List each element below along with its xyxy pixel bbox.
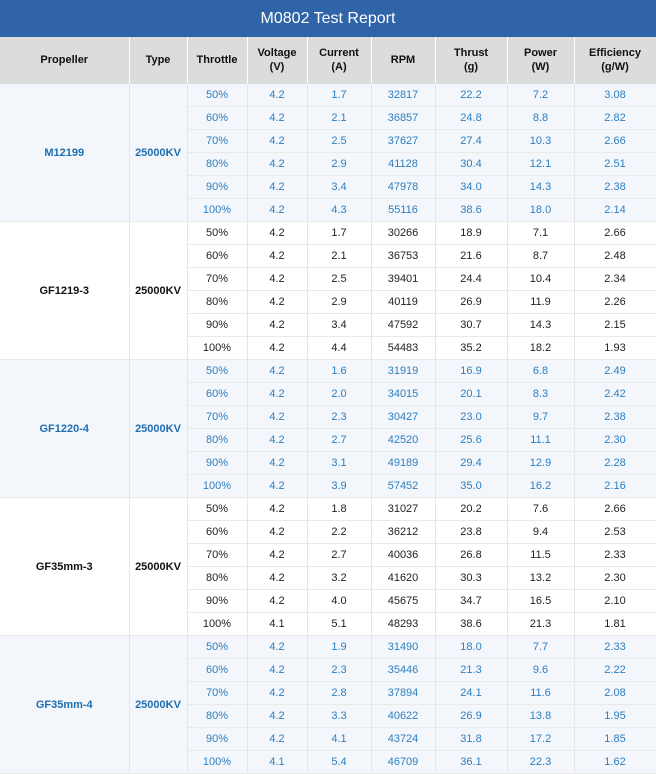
rpm-cell: 48293 (371, 613, 435, 636)
throttle-cell: 90% (187, 176, 247, 199)
thrust-cell: 35.0 (435, 475, 507, 498)
throttle-cell: 50% (187, 636, 247, 659)
table-row (0, 222, 656, 245)
efficiency-cell: 2.42 (574, 383, 656, 406)
rpm-cell: 40036 (371, 544, 435, 567)
current-cell: 4.3 (307, 199, 371, 222)
rpm-cell: 34015 (371, 383, 435, 406)
efficiency-cell: 2.28 (574, 452, 656, 475)
type-cell: 25000KV (129, 84, 187, 222)
rpm-cell: 30266 (371, 222, 435, 245)
power-cell: 7.7 (507, 636, 574, 659)
thrust-cell: 34.0 (435, 176, 507, 199)
rpm-cell: 31027 (371, 498, 435, 521)
power-cell: 18.2 (507, 337, 574, 360)
throttle-cell: 70% (187, 682, 247, 705)
column-header-voltage: Voltage (V) (247, 37, 307, 84)
efficiency-cell: 1.62 (574, 751, 656, 774)
rpm-cell: 30427 (371, 406, 435, 429)
rpm-cell: 37894 (371, 682, 435, 705)
throttle-cell: 100% (187, 613, 247, 636)
rpm-cell: 42520 (371, 429, 435, 452)
power-cell: 12.1 (507, 153, 574, 176)
voltage-cell: 4.2 (247, 567, 307, 590)
power-cell: 8.3 (507, 383, 574, 406)
efficiency-cell: 2.10 (574, 590, 656, 613)
table-row (0, 360, 656, 383)
rpm-cell: 31490 (371, 636, 435, 659)
power-cell: 10.4 (507, 268, 574, 291)
efficiency-cell: 2.22 (574, 659, 656, 682)
current-cell: 3.1 (307, 452, 371, 475)
thrust-cell: 20.2 (435, 498, 507, 521)
efficiency-cell: 1.85 (574, 728, 656, 751)
voltage-cell: 4.2 (247, 314, 307, 337)
power-cell: 14.3 (507, 176, 574, 199)
current-cell: 4.4 (307, 337, 371, 360)
rpm-cell: 31919 (371, 360, 435, 383)
current-cell: 4.1 (307, 728, 371, 751)
voltage-cell: 4.2 (247, 222, 307, 245)
power-cell: 8.8 (507, 107, 574, 130)
throttle-cell: 90% (187, 590, 247, 613)
column-header-throttle: Throttle (187, 37, 247, 84)
table-row (0, 636, 656, 659)
efficiency-cell: 2.82 (574, 107, 656, 130)
current-cell: 2.9 (307, 153, 371, 176)
rpm-cell: 54483 (371, 337, 435, 360)
current-cell: 3.2 (307, 567, 371, 590)
type-cell: 25000KV (129, 360, 187, 498)
power-cell: 10.3 (507, 130, 574, 153)
throttle-cell: 70% (187, 130, 247, 153)
power-cell: 21.3 (507, 613, 574, 636)
throttle-cell: 50% (187, 222, 247, 245)
rpm-cell: 40622 (371, 705, 435, 728)
current-cell: 2.0 (307, 383, 371, 406)
voltage-cell: 4.2 (247, 452, 307, 475)
power-cell: 11.5 (507, 544, 574, 567)
rpm-cell: 49189 (371, 452, 435, 475)
current-cell: 2.8 (307, 682, 371, 705)
propeller-cell: GF1220-4 (0, 360, 129, 498)
current-cell: 2.7 (307, 544, 371, 567)
throttle-cell: 90% (187, 314, 247, 337)
propeller-cell: GF35mm-4 (0, 636, 129, 774)
rpm-cell: 41128 (371, 153, 435, 176)
throttle-cell: 70% (187, 406, 247, 429)
power-cell: 14.3 (507, 314, 574, 337)
current-cell: 5.4 (307, 751, 371, 774)
throttle-cell: 80% (187, 153, 247, 176)
rpm-cell: 47592 (371, 314, 435, 337)
current-cell: 1.7 (307, 222, 371, 245)
throttle-cell: 100% (187, 475, 247, 498)
throttle-cell: 50% (187, 360, 247, 383)
efficiency-cell: 2.33 (574, 636, 656, 659)
thrust-cell: 30.4 (435, 153, 507, 176)
column-header-thrust: Thrust (g) (435, 37, 507, 84)
voltage-cell: 4.2 (247, 475, 307, 498)
efficiency-cell: 2.66 (574, 130, 656, 153)
throttle-cell: 90% (187, 728, 247, 751)
voltage-cell: 4.2 (247, 383, 307, 406)
thrust-cell: 18.0 (435, 636, 507, 659)
efficiency-cell: 2.34 (574, 268, 656, 291)
voltage-cell: 4.2 (247, 291, 307, 314)
voltage-cell: 4.2 (247, 406, 307, 429)
power-cell: 11.1 (507, 429, 574, 452)
voltage-cell: 4.2 (247, 268, 307, 291)
thrust-cell: 20.1 (435, 383, 507, 406)
efficiency-cell: 2.26 (574, 291, 656, 314)
rpm-cell: 39401 (371, 268, 435, 291)
header-row (0, 37, 656, 84)
rpm-cell: 45675 (371, 590, 435, 613)
throttle-cell: 90% (187, 452, 247, 475)
power-cell: 11.6 (507, 682, 574, 705)
voltage-cell: 4.2 (247, 429, 307, 452)
table-row (0, 84, 656, 107)
column-header-efficiency: Efficiency (g/W) (574, 37, 656, 84)
efficiency-cell: 1.95 (574, 705, 656, 728)
voltage-cell: 4.2 (247, 728, 307, 751)
thrust-cell: 26.9 (435, 291, 507, 314)
thrust-cell: 38.6 (435, 613, 507, 636)
voltage-cell: 4.2 (247, 153, 307, 176)
efficiency-cell: 2.53 (574, 521, 656, 544)
rpm-cell: 41620 (371, 567, 435, 590)
rpm-cell: 37627 (371, 130, 435, 153)
column-header-propeller: Propeller (0, 37, 129, 84)
current-cell: 1.6 (307, 360, 371, 383)
test-report-table (0, 37, 656, 774)
throttle-cell: 80% (187, 429, 247, 452)
thrust-cell: 30.7 (435, 314, 507, 337)
efficiency-cell: 2.30 (574, 567, 656, 590)
power-cell: 18.0 (507, 199, 574, 222)
power-cell: 16.5 (507, 590, 574, 613)
efficiency-cell: 2.33 (574, 544, 656, 567)
current-cell: 1.8 (307, 498, 371, 521)
column-header-power: Power (W) (507, 37, 574, 84)
thrust-cell: 27.4 (435, 130, 507, 153)
power-cell: 9.7 (507, 406, 574, 429)
thrust-cell: 24.1 (435, 682, 507, 705)
rpm-cell: 43724 (371, 728, 435, 751)
thrust-cell: 24.8 (435, 107, 507, 130)
throttle-cell: 60% (187, 245, 247, 268)
thrust-cell: 30.3 (435, 567, 507, 590)
thrust-cell: 38.6 (435, 199, 507, 222)
thrust-cell: 21.6 (435, 245, 507, 268)
column-header-type: Type (129, 37, 187, 84)
voltage-cell: 4.2 (247, 199, 307, 222)
thrust-cell: 26.9 (435, 705, 507, 728)
column-header-rpm: RPM (371, 37, 435, 84)
voltage-cell: 4.2 (247, 84, 307, 107)
efficiency-cell: 2.08 (574, 682, 656, 705)
throttle-cell: 60% (187, 383, 247, 406)
voltage-cell: 4.2 (247, 682, 307, 705)
propeller-cell: M12199 (0, 84, 129, 222)
table-body (0, 84, 656, 774)
current-cell: 1.9 (307, 636, 371, 659)
current-cell: 3.9 (307, 475, 371, 498)
efficiency-cell: 2.66 (574, 222, 656, 245)
efficiency-cell: 2.38 (574, 176, 656, 199)
power-cell: 12.9 (507, 452, 574, 475)
current-cell: 2.5 (307, 130, 371, 153)
voltage-cell: 4.2 (247, 521, 307, 544)
efficiency-cell: 2.49 (574, 360, 656, 383)
current-cell: 1.7 (307, 84, 371, 107)
current-cell: 2.1 (307, 107, 371, 130)
current-cell: 2.9 (307, 291, 371, 314)
voltage-cell: 4.2 (247, 636, 307, 659)
thrust-cell: 36.1 (435, 751, 507, 774)
throttle-cell: 80% (187, 291, 247, 314)
efficiency-cell: 2.16 (574, 475, 656, 498)
current-cell: 3.3 (307, 705, 371, 728)
efficiency-cell: 2.14 (574, 199, 656, 222)
propeller-cell: GF35mm-3 (0, 498, 129, 636)
thrust-cell: 29.4 (435, 452, 507, 475)
rpm-cell: 36857 (371, 107, 435, 130)
thrust-cell: 24.4 (435, 268, 507, 291)
power-cell: 17.2 (507, 728, 574, 751)
current-cell: 3.4 (307, 314, 371, 337)
rpm-cell: 55116 (371, 199, 435, 222)
voltage-cell: 4.2 (247, 360, 307, 383)
efficiency-cell: 2.38 (574, 406, 656, 429)
voltage-cell: 4.2 (247, 130, 307, 153)
current-cell: 2.3 (307, 406, 371, 429)
rpm-cell: 36212 (371, 521, 435, 544)
column-header-current: Current (A) (307, 37, 371, 84)
type-cell: 25000KV (129, 498, 187, 636)
current-cell: 2.7 (307, 429, 371, 452)
throttle-cell: 100% (187, 751, 247, 774)
efficiency-cell: 1.81 (574, 613, 656, 636)
thrust-cell: 16.9 (435, 360, 507, 383)
propeller-cell: GF1219-3 (0, 222, 129, 360)
throttle-cell: 80% (187, 567, 247, 590)
thrust-cell: 22.2 (435, 84, 507, 107)
thrust-cell: 26.8 (435, 544, 507, 567)
throttle-cell: 70% (187, 544, 247, 567)
power-cell: 7.2 (507, 84, 574, 107)
rpm-cell: 36753 (371, 245, 435, 268)
thrust-cell: 34.7 (435, 590, 507, 613)
thrust-cell: 35.2 (435, 337, 507, 360)
power-cell: 8.7 (507, 245, 574, 268)
throttle-cell: 60% (187, 659, 247, 682)
power-cell: 13.8 (507, 705, 574, 728)
power-cell: 22.3 (507, 751, 574, 774)
power-cell: 9.4 (507, 521, 574, 544)
thrust-cell: 23.0 (435, 406, 507, 429)
table-row (0, 498, 656, 521)
current-cell: 2.1 (307, 245, 371, 268)
voltage-cell: 4.2 (247, 245, 307, 268)
report-title: M0802 Test Report (0, 0, 656, 37)
throttle-cell: 80% (187, 705, 247, 728)
efficiency-cell: 1.93 (574, 337, 656, 360)
throttle-cell: 100% (187, 199, 247, 222)
efficiency-cell: 3.08 (574, 84, 656, 107)
type-cell: 25000KV (129, 636, 187, 774)
power-cell: 11.9 (507, 291, 574, 314)
rpm-cell: 46709 (371, 751, 435, 774)
rpm-cell: 57452 (371, 475, 435, 498)
type-cell: 25000KV (129, 222, 187, 360)
efficiency-cell: 2.66 (574, 498, 656, 521)
voltage-cell: 4.2 (247, 544, 307, 567)
thrust-cell: 31.8 (435, 728, 507, 751)
thrust-cell: 21.3 (435, 659, 507, 682)
current-cell: 5.1 (307, 613, 371, 636)
throttle-cell: 50% (187, 498, 247, 521)
power-cell: 7.1 (507, 222, 574, 245)
voltage-cell: 4.2 (247, 590, 307, 613)
voltage-cell: 4.1 (247, 751, 307, 774)
power-cell: 6.8 (507, 360, 574, 383)
throttle-cell: 60% (187, 107, 247, 130)
rpm-cell: 40119 (371, 291, 435, 314)
efficiency-cell: 2.30 (574, 429, 656, 452)
rpm-cell: 32817 (371, 84, 435, 107)
efficiency-cell: 2.15 (574, 314, 656, 337)
throttle-cell: 60% (187, 521, 247, 544)
current-cell: 2.5 (307, 268, 371, 291)
voltage-cell: 4.2 (247, 337, 307, 360)
current-cell: 2.3 (307, 659, 371, 682)
voltage-cell: 4.2 (247, 659, 307, 682)
efficiency-cell: 2.51 (574, 153, 656, 176)
voltage-cell: 4.1 (247, 613, 307, 636)
power-cell: 16.2 (507, 475, 574, 498)
power-cell: 7.6 (507, 498, 574, 521)
voltage-cell: 4.2 (247, 498, 307, 521)
current-cell: 3.4 (307, 176, 371, 199)
thrust-cell: 25.6 (435, 429, 507, 452)
throttle-cell: 70% (187, 268, 247, 291)
voltage-cell: 4.2 (247, 176, 307, 199)
power-cell: 9.6 (507, 659, 574, 682)
current-cell: 4.0 (307, 590, 371, 613)
current-cell: 2.2 (307, 521, 371, 544)
rpm-cell: 35446 (371, 659, 435, 682)
thrust-cell: 18.9 (435, 222, 507, 245)
voltage-cell: 4.2 (247, 107, 307, 130)
throttle-cell: 100% (187, 337, 247, 360)
voltage-cell: 4.2 (247, 705, 307, 728)
power-cell: 13.2 (507, 567, 574, 590)
rpm-cell: 47978 (371, 176, 435, 199)
efficiency-cell: 2.48 (574, 245, 656, 268)
throttle-cell: 50% (187, 84, 247, 107)
thrust-cell: 23.8 (435, 521, 507, 544)
